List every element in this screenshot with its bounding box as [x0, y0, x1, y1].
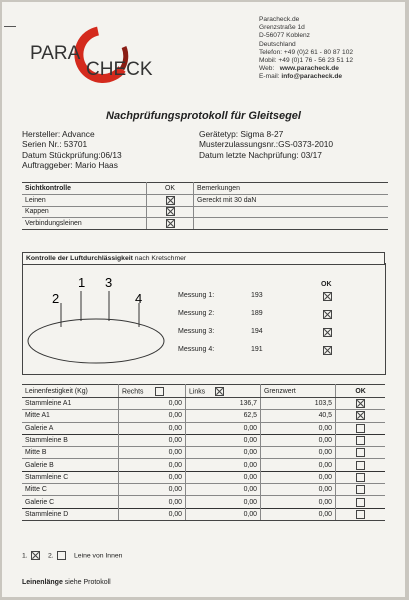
logo-text-check: CHECK [86, 59, 153, 80]
limit-value: 0,00 [261, 508, 336, 520]
left-value: 62,5 [186, 410, 261, 422]
line-name: Stammleine A1 [22, 398, 119, 410]
left-value: 0,00 [186, 484, 261, 496]
serial-number: Serien Nr.: 53701 [22, 139, 88, 150]
checked-checkbox[interactable] [323, 310, 332, 319]
right-value: 0,00 [119, 447, 186, 459]
checked-checkbox[interactable] [166, 207, 175, 216]
empty-checkbox[interactable] [356, 473, 365, 482]
checked-checkbox[interactable] [323, 346, 332, 355]
canopy-diagram [23, 263, 173, 374]
checked-checkbox[interactable] [323, 328, 332, 337]
logo-text-para: PARA [30, 43, 81, 64]
left-value: 136,7 [186, 398, 261, 410]
line-name: Mitte A1 [22, 410, 119, 422]
left-checkbox[interactable] [215, 387, 224, 396]
web-value: www.paracheck.de [279, 65, 339, 73]
header-left: Links [189, 387, 206, 395]
point-label-1: 1 [78, 275, 86, 290]
document-title: Nachprüfungsprotokoll für Gleitsegel [106, 110, 301, 122]
approval-number: Musterzulassungsnr.:GS-0373-2010 [199, 139, 334, 150]
empty-checkbox[interactable] [356, 510, 365, 519]
option-2-label: 2. [48, 552, 54, 560]
limit-value: 40,5 [261, 410, 336, 422]
right-value: 0,00 [119, 410, 186, 422]
address-line: Grenzstraße 1d [259, 24, 305, 32]
table-row [22, 459, 385, 471]
right-value: 0,00 [119, 496, 186, 508]
ok-cell [336, 459, 386, 471]
limit-value: 0,00 [261, 471, 336, 483]
row-remark: Gereckt mit 30 daN [194, 194, 389, 206]
line-length-note [22, 579, 111, 586]
client: Auftraggeber: Mario Haas [22, 160, 118, 171]
header-remarks: Bemerkungen [194, 183, 389, 195]
left-value: 0,00 [186, 447, 261, 459]
empty-checkbox[interactable] [356, 498, 365, 507]
line-length-text: siehe Protokoll [62, 579, 111, 586]
empty-checkbox[interactable] [356, 461, 365, 470]
protocol-page [2, 2, 405, 597]
measurement-value: 191 [251, 346, 263, 353]
left-value: 0,00 [186, 434, 261, 446]
right-value: 0,00 [119, 398, 186, 410]
row-label: Kappen [22, 206, 147, 218]
paracheck-logo [28, 25, 168, 85]
ok-cell [336, 410, 386, 422]
address-line: Mobil: +49 (0)1 76 - 56 23 51 12 [259, 57, 354, 65]
row-remark [194, 218, 389, 230]
measurement-label: Messung 4: [178, 346, 215, 353]
line-name: Mitte B [22, 447, 119, 459]
canopy-ellipse [28, 319, 164, 363]
table-row [22, 484, 385, 496]
line-name: Mitte C [22, 484, 119, 496]
option-1-label: 1. [22, 552, 28, 560]
checked-checkbox[interactable] [166, 219, 175, 228]
line-name: Galerie B [22, 459, 119, 471]
ok-cell [336, 496, 386, 508]
left-value: 0,00 [186, 422, 261, 434]
corner-mark [4, 26, 16, 27]
line-strength-table [22, 384, 385, 521]
permeability-title: Kontrolle der Luftdurchlässigkeit [26, 255, 133, 262]
checked-checkbox[interactable] [166, 196, 175, 205]
option-1-checkbox[interactable] [31, 551, 40, 560]
header-right-cell [119, 385, 186, 398]
email-label: E-mail: [259, 73, 280, 81]
permeability-method: nach Kretschmer [132, 255, 187, 262]
checked-checkbox[interactable] [356, 411, 365, 420]
checked-checkbox[interactable] [356, 399, 365, 408]
empty-checkbox[interactable] [356, 448, 365, 457]
row-label: Verbindungsleinen [22, 218, 147, 230]
limit-value: 0,00 [261, 459, 336, 471]
limit-value: 0,00 [261, 484, 336, 496]
table-header-row [22, 385, 385, 398]
right-checkbox[interactable] [155, 387, 164, 396]
left-value: 0,00 [186, 508, 261, 520]
row-remark [194, 206, 389, 218]
table-header-row [22, 183, 388, 195]
limit-value: 0,00 [261, 434, 336, 446]
table-row [22, 508, 385, 520]
point-label-4: 4 [135, 291, 143, 306]
limit-value: 0,00 [261, 422, 336, 434]
empty-checkbox[interactable] [356, 485, 365, 494]
measurement-value: 189 [251, 310, 263, 317]
table-row [22, 471, 385, 483]
line-name: Galerie A [22, 422, 119, 434]
ok-cell [336, 398, 386, 410]
header-limit: Grenzwert [261, 385, 336, 398]
measurement-label: Messung 3: [178, 328, 215, 335]
address-line: Deutschland [259, 40, 296, 48]
address-line: Paracheck.de [259, 16, 300, 23]
table-row [22, 410, 385, 422]
right-value: 0,00 [119, 422, 186, 434]
last-inspection-date: Datum letzte Nachprüfung: 03/17 [199, 149, 322, 160]
empty-checkbox[interactable] [356, 436, 365, 445]
inner-line-text: Leine von Innen [74, 552, 123, 560]
measurement-label: Messung 1: [178, 292, 215, 299]
table-row [22, 398, 385, 410]
header-ok: OK [336, 385, 386, 398]
left-value: 0,00 [186, 459, 261, 471]
meta-right [199, 129, 333, 160]
point-label-3: 3 [105, 275, 113, 290]
ok-cell [336, 508, 386, 520]
line-name: Galerie C [22, 496, 119, 508]
header-right: Rechts [122, 387, 144, 395]
limit-value: 0,00 [261, 496, 336, 508]
inner-line-row [22, 551, 122, 560]
left-value: 0,00 [186, 496, 261, 508]
header-line-strength: Leinenfestigkeit (Kg) [22, 385, 119, 398]
ok-cell [336, 422, 386, 434]
right-value: 0,00 [119, 508, 186, 520]
header-sichtkontrolle: Sichtkontrolle [22, 183, 147, 195]
piece-test-date: Datum Stückprüfung:06/13 [22, 149, 122, 160]
table-row [22, 206, 388, 218]
address-line: D-56077 Koblenz [259, 32, 310, 40]
header-left-cell [186, 385, 261, 398]
table-row [22, 447, 385, 459]
table-row [22, 218, 388, 230]
ok-heading: OK [321, 281, 332, 288]
meta-left [22, 129, 122, 171]
measurement-value: 193 [251, 292, 263, 299]
limit-value: 103,5 [261, 398, 336, 410]
row-label: Leinen [22, 194, 147, 206]
checked-checkbox[interactable] [323, 292, 332, 301]
email-value: info@paracheck.de [281, 73, 343, 81]
line-name: Stammleine B [22, 434, 119, 446]
limit-value: 0,00 [261, 447, 336, 459]
right-value: 0,00 [119, 484, 186, 496]
device-type: Gerätetyp: Sigma 8-27 [199, 129, 284, 139]
line-name: Stammleine C [22, 471, 119, 483]
table-row [22, 434, 385, 446]
address-line: Telefon: +49 (0)2 61 - 80 87 102 [259, 48, 354, 56]
table-row [22, 422, 385, 434]
header-ok: OK [147, 183, 194, 195]
left-value: 0,00 [186, 471, 261, 483]
company-address [259, 16, 353, 82]
table-row [22, 496, 385, 508]
measurement-label: Messung 2: [178, 310, 215, 317]
measurement-value: 194 [251, 328, 263, 335]
table-row [22, 194, 388, 206]
right-value: 0,00 [119, 459, 186, 471]
visual-check-table [22, 182, 388, 230]
line-length-label: Leinenlänge [22, 579, 63, 586]
right-value: 0,00 [119, 434, 186, 446]
line-name: Stammleine D [22, 508, 119, 520]
web-label: Web: [259, 65, 275, 73]
right-value: 0,00 [119, 471, 186, 483]
ok-cell [336, 484, 386, 496]
manufacturer: Hersteller: Advance [22, 129, 95, 139]
permeability-box [22, 263, 386, 375]
empty-checkbox[interactable] [356, 424, 365, 433]
ok-cell [336, 471, 386, 483]
ok-cell [336, 447, 386, 459]
point-label-2: 2 [52, 291, 60, 306]
option-2-checkbox[interactable] [57, 551, 66, 560]
ok-cell [336, 434, 386, 446]
